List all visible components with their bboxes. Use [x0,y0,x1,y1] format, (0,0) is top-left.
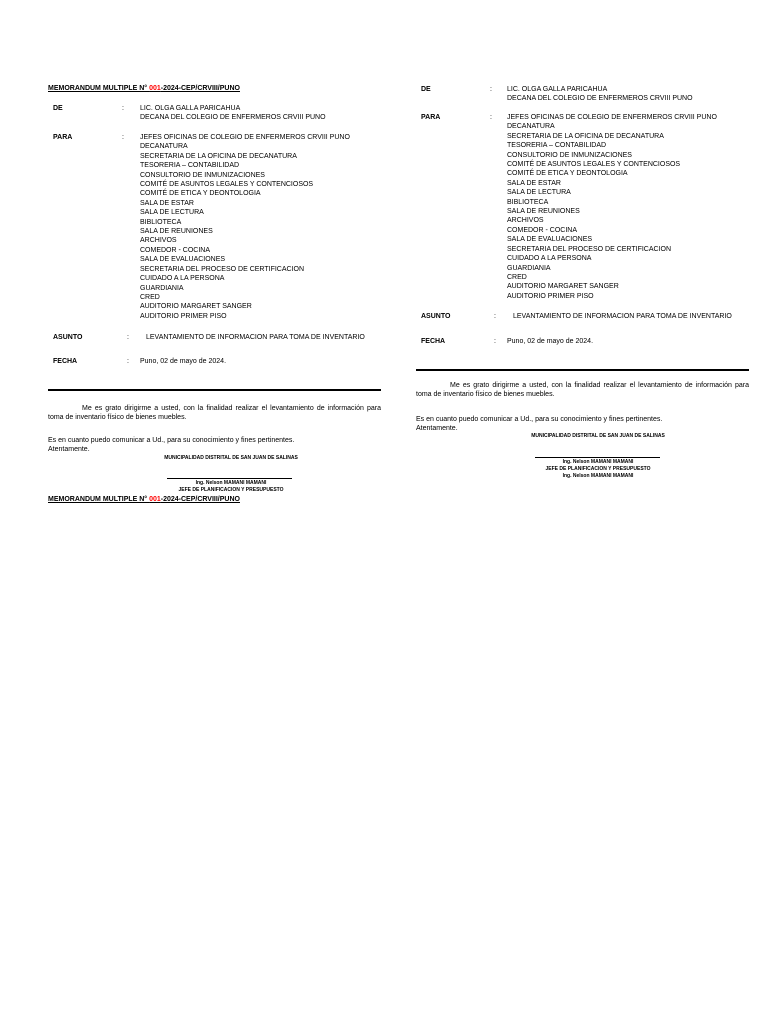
de-label-left: DE [53,105,63,112]
para-recipient: SALA DE LECTURA [140,209,204,217]
closing-2-right: Atentamente. [416,425,458,432]
signature-name-left: Ing. Nelson MAMANI MAMANI [195,480,267,486]
para-recipient: JEFES OFICINAS DE COLEGIO DE ENFERMEROS CRVIII PUNO [140,134,350,141]
closing-2-left: Atentamente. [48,446,90,453]
para-recipient: ARCHIVOS [507,217,544,225]
de-colon-left: : [122,105,124,112]
de-line: DECANA DEL COLEGIO DE ENFERMEROS CRVIII PUNO [507,95,693,103]
para-recipient: TESORERIA – CONTABILIDAD [140,162,240,170]
de-line: LIC. OLGA GALLA PARICAHUA [507,86,608,93]
para-recipient: CONSULTORIO DE INMUNIZACIONES [507,151,632,159]
title-suffix: -2024-CEP/CRVIII/PUNO [160,85,240,92]
divider-left [48,389,381,391]
para-recipient: SALA DE REUNIONES [140,228,213,236]
para-recipient: BIBLIOTECA [140,218,182,226]
para-recipient: AUDITORIO MARGARET SANGER [507,283,619,291]
signature-role-left: JEFE DE PLANIFICACION Y PRESUPUESTO [178,487,284,493]
para-recipient: SALA DE EVALUACIONES [140,256,226,264]
para-recipient: DECANATURA [507,123,555,131]
para-recipient: COMEDOR - COCINA [507,226,577,234]
de-lines-right [507,85,693,104]
fecha-colon-left: : [127,358,129,365]
para-recipient: SECRETARIA DE LA OFICINA DE DECANATURA [140,152,297,160]
memo-title-left [48,84,240,93]
para-recipient: GUARDIANIA [507,264,551,272]
para-recipient: TESORERIA – CONTABILIDAD [507,142,607,150]
signature-name-right: Ing. Nelson MAMANI MAMANI [562,459,634,465]
para-recipient: GUARDIANIA [140,284,184,292]
para-colon-left: : [122,134,124,141]
asunto-text-left: LEVANTAMIENTO DE INFORMACION PARA TOMA DE INVENTARIO [146,334,365,341]
signature-name-right-repeat: Ing. Nelson MAMANI MAMANI [562,473,634,479]
title-prefix: MEMORANDUM MULTIPLE N° [48,85,150,92]
para-lines-left [140,133,350,321]
asunto-label-right: ASUNTO [421,313,451,320]
closing-1-right: Es en cuanto puedo comunicar a Ud., para su conocimiento y fines pertinentes. [416,416,663,423]
fecha-text-left: Puno, 02 de mayo de 2024. [140,358,227,365]
para-recipient: ARCHIVOS [140,237,177,245]
divider-right [416,369,749,371]
de-lines-left [140,104,326,123]
para-recipient: SALA DE ESTAR [507,179,561,187]
de-line: LIC. OLGA GALLA PARICAHUA [140,105,241,112]
para-recipient: AUDITORIO MARGARET SANGER [140,303,252,311]
para-lines-right [507,113,717,301]
asunto-colon-left: : [127,334,129,341]
para-recipient: SALA DE ESTAR [140,199,194,207]
fecha-label-right: FECHA [421,338,446,345]
para-recipient: SECRETARIA DEL PROCESO DE CERTIFICACION [140,265,305,273]
body-text-left: Me es grato dirigirme a usted, con la finalidad realizar el levantamiento de información para toma de inventario físico de bienes muebles. [48,405,381,422]
para-recipient: BIBLIOTECA [507,198,549,206]
para-recipient: COMEDOR - COCINA [140,246,210,254]
para-recipient: COMITÉ DE ETICA Y DEONTOLOGIA [507,170,628,178]
para-recipient: CRED [140,293,160,301]
asunto-text-right: LEVANTAMIENTO DE INFORMACION PARA TOMA DE INVENTARIO [513,313,732,320]
para-recipient: COMITÉ DE ETICA Y DEONTOLOGIA [140,190,261,198]
para-recipient: SECRETARIA DE LA OFICINA DE DECANATURA [507,132,664,140]
para-recipient: JEFES OFICINAS DE COLEGIO DE ENFERMEROS CRVIII PUNO [507,114,717,121]
para-recipient: SALA DE REUNIONES [507,208,580,216]
para-recipient: SALA DE EVALUACIONES [507,236,593,244]
asunto-label-left: ASUNTO [53,334,83,341]
institution-right: MUNICIPALIDAD DISTRITAL DE SAN JUAN DE SALINAS [531,433,665,439]
de-line: DECANA DEL COLEGIO DE ENFERMEROS CRVIII PUNO [140,114,326,122]
para-label-left: PARA [53,134,73,141]
asunto-colon-right: : [494,313,496,320]
signature-role-right: JEFE DE PLANIFICACION Y PRESUPUESTO [545,466,651,472]
de-label-right: DE [421,86,431,93]
para-recipient: SECRETARIA DEL PROCESO DE CERTIFICACION [507,245,672,253]
memo-title-left-repeat [48,495,240,504]
closing-1-left: Es en cuanto puedo comunicar a Ud., para su conocimiento y fines pertinentes. [48,437,295,444]
para-label-right: PARA [421,114,441,121]
fecha-text-right: Puno, 02 de mayo de 2024. [507,338,594,345]
para-recipient: CRED [507,273,527,281]
para-recipient: AUDITORIO PRIMER PISO [507,292,594,300]
fecha-label-left: FECHA [53,358,78,365]
signature-line-right [535,457,660,458]
title-suffix: -2024-CEP/CRVIII/PUNO [160,496,240,503]
title-number: 001 [149,496,161,503]
fecha-colon-right: : [494,338,496,345]
institution-left: MUNICIPALIDAD DISTRITAL DE SAN JUAN DE SALINAS [164,455,298,461]
para-recipient: CUIDADO A LA PERSONA [140,275,225,283]
title-number: 001 [149,85,161,92]
para-recipient: COMITÉ DE ASUNTOS LEGALES Y CONTENCIOSOS [507,161,681,169]
para-recipient: CONSULTORIO DE INMUNIZACIONES [140,171,265,179]
para-recipient: DECANATURA [140,143,188,151]
body-text-right: Me es grato dirigirme a usted, con la finalidad realizar el levantamiento de información para toma de inventario físico de bienes muebles. [416,382,749,399]
para-recipient: CUIDADO A LA PERSONA [507,255,592,263]
para-colon-right: : [490,114,492,121]
de-colon-right: : [490,86,492,93]
para-recipient: AUDITORIO PRIMER PISO [140,312,227,320]
title-prefix: MEMORANDUM MULTIPLE N° [48,496,150,503]
para-recipient: COMITÉ DE ASUNTOS LEGALES Y CONTENCIOSOS [140,181,314,189]
signature-line-left [167,478,292,479]
para-recipient: SALA DE LECTURA [507,189,571,197]
